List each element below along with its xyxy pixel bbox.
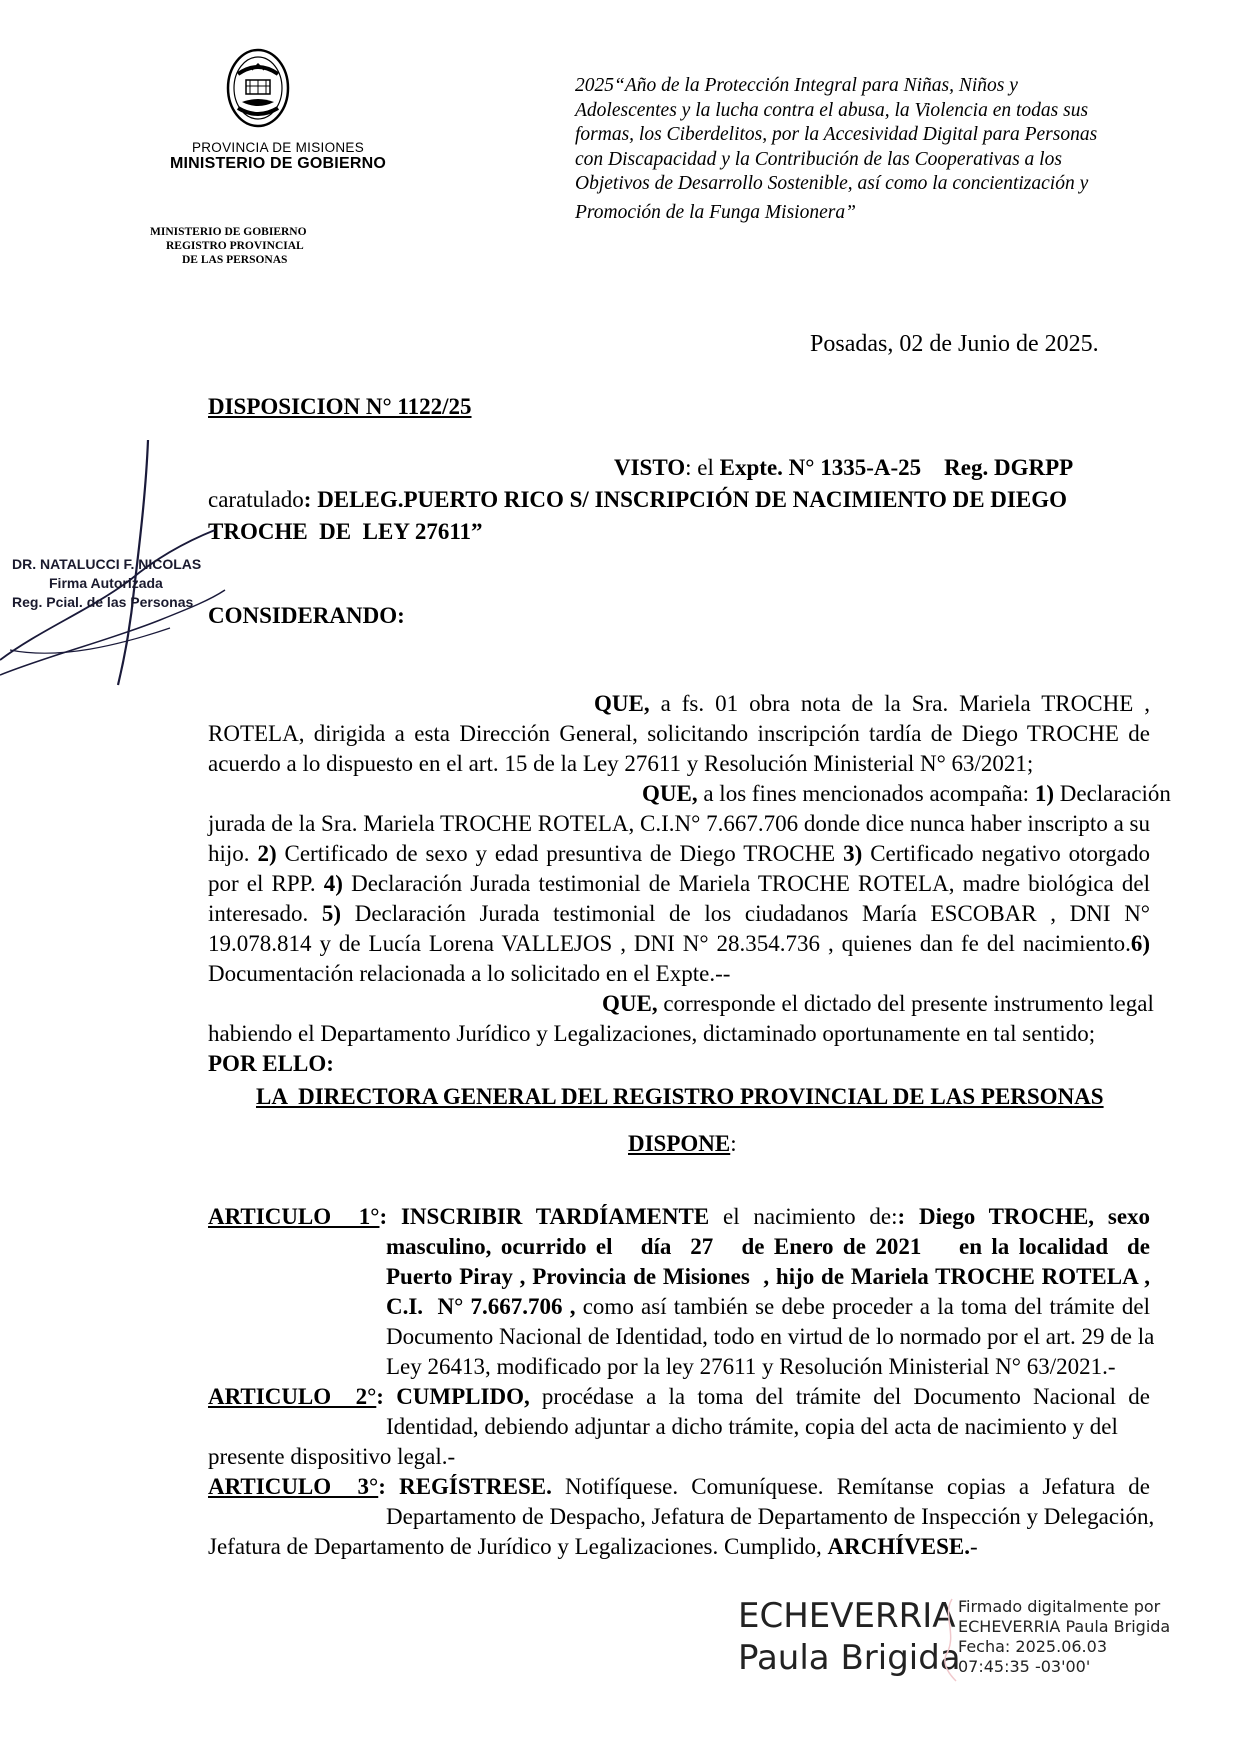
art1-line-5: Documento Nacional de Identidad, todo en virtud de lo normado por el art. 29 de la <box>386 1324 1155 1349</box>
que2-line-6 <box>208 930 1150 958</box>
motto-line: formas, los Ciberdelitos, por la Accesividad Digital para Personas <box>575 124 1098 145</box>
motto-line: 2025“Año de la Protección Integral para Niñas, Niños y <box>575 75 1018 96</box>
visto-label: VISTO <box>614 455 686 480</box>
reg-dgrpp: Reg. DGRPP <box>944 455 1074 480</box>
provincial-seal-logo <box>216 46 300 130</box>
art2-line-3: presente dispositivo legal.- <box>208 1444 456 1469</box>
department-block <box>150 225 376 267</box>
item-number: 3) <box>843 841 863 866</box>
stamp-line: DR. NATALUCCI F. NICOLAS <box>12 556 202 572</box>
article-colon: : <box>379 1204 388 1229</box>
que2-text: interesado. <box>208 901 322 926</box>
que-label: QUE, <box>642 781 698 806</box>
stamp-line: Firma Autorizada <box>49 575 163 591</box>
que2-line-4 <box>208 870 1150 898</box>
motto-line: Adolescentes y la lucha contra el abusa, la Violencia en todas sus <box>575 99 1089 121</box>
art1-line-1 <box>208 1203 1150 1231</box>
dispone-colon: : <box>730 1131 737 1156</box>
visto-text: : el <box>685 455 720 480</box>
art3-text: - <box>970 1534 978 1559</box>
art1-text-bold: : Diego TROCHE, sexo <box>897 1204 1151 1229</box>
art3-line-1 <box>208 1473 1150 1501</box>
article-colon: : <box>378 1474 386 1499</box>
art1-ci: C.I. N° 7.667.706 , <box>386 1294 576 1319</box>
que2-text: Declaración <box>1054 781 1171 806</box>
ministry-name: MINISTERIO DE GOBIERNO <box>170 155 386 172</box>
motto-line: Objetivos de Desarrollo Sostenible, así como la concientización y <box>575 173 1089 194</box>
item-number: 5) <box>321 901 342 926</box>
signature-info-line: ECHEVERRIA Paula Brigida <box>958 1617 1171 1636</box>
que2-text: Declaración Jurada testimonial de los ciudadanos María ESCOBAR , DNI N° <box>341 901 1151 926</box>
art2-text: procédase a la toma del trámite del Documento Nacional de <box>529 1384 1150 1409</box>
caratulado-label: caratulado <box>208 487 304 512</box>
que2-text: Certificado negativo otorgado <box>862 841 1150 866</box>
caratula-text: : DELEG.PUERTO RICO S/ INSCRIPCIÓN DE NACIMIENTO DE DIEGO <box>303 487 1067 512</box>
que3-text: corresponde el dictado del presente instrumento legal <box>657 991 1154 1016</box>
art1-text: el nacimiento de: <box>709 1204 898 1229</box>
que1-line-3: acuerdo a lo dispuesto en el art. 15 de la Ley 27611 y Resolución Ministerial N° 63/2021; <box>208 751 1034 776</box>
que2-line-7: Documentación relacionada a lo solicitado en el Expte.-- <box>208 961 731 986</box>
que1-line-2: ROTELA, dirigida a esta Dirección General, solicitando inscripción tardía de Diego TROCHE de <box>208 721 1150 746</box>
art2-line-1 <box>208 1383 1150 1411</box>
department-line: MINISTERIO DE GOBIERNO <box>150 226 307 238</box>
article-label: ARTICULO 2° <box>208 1384 377 1409</box>
signature-info-line: Fecha: 2025.06.03 <box>958 1637 1107 1656</box>
que2-line-1 <box>642 780 1171 808</box>
que2-line-3 <box>208 840 1150 868</box>
que2-line-2: jurada de la Sra. Mariela TROCHE ROTELA, C.I.N° 7.667.706 donde dice nunca haber inscripto a su <box>208 811 1150 836</box>
department-line: DE LAS PERSONAS <box>182 254 288 266</box>
province-name: PROVINCIA DE MISIONES <box>191 140 365 155</box>
visto-line <box>614 454 1073 482</box>
year-motto <box>575 74 1135 225</box>
dispone-line <box>628 1130 737 1158</box>
art2-line-2: Identidad, debiendo adjuntar a dicho trámite, copia del acta de nacimiento y del <box>386 1414 1118 1439</box>
disposition-title: DISPOSICION N° 1122/25 <box>208 394 472 419</box>
signature-info-line: Firmado digitalmente por <box>958 1597 1161 1616</box>
que2-line-5 <box>208 900 1150 928</box>
item-number: 2) <box>257 841 277 866</box>
directora-heading: LA DIRECTORA GENERAL DEL REGISTRO PROVINCIAL DE LAS PERSONAS <box>256 1084 1104 1109</box>
que-label: QUE, <box>602 991 658 1016</box>
date-line: Posadas, 02 de Junio de 2025. <box>810 331 1099 357</box>
art1-line-2: masculino, ocurrido el día 27 de Enero de 2021 en la localidad de <box>386 1234 1150 1259</box>
department-line: REGISTRO PROVINCIAL <box>166 240 304 252</box>
motto-line: con Discapacidad y la Contribución de las Cooperativas a los <box>575 148 1062 170</box>
art3-line-3 <box>208 1533 978 1561</box>
article-colon: : <box>376 1384 384 1409</box>
art1-text: como así también se debe proceder a la toma del trámite del <box>575 1294 1150 1319</box>
que2-text: por el RPP. <box>208 871 324 896</box>
item-number: 1) <box>1034 781 1054 806</box>
art3-text: Jefatura de Departamento de Jurídico y Legalizaciones. Cumplido, <box>208 1534 828 1559</box>
caratula-line-2: TROCHE DE LEY 27611” <box>208 519 483 544</box>
visto-gap <box>921 455 944 480</box>
item-number: 4) <box>323 871 343 896</box>
que2-text: Declaración Jurada testimonial de Mariela TROCHE ROTELA, madre biológica del <box>342 871 1150 896</box>
art1-line-3: Puerto Piray , Provincia de Misiones , hijo de Mariela TROCHE ROTELA , <box>386 1264 1150 1289</box>
que2-text: 19.078.814 y de Lucía Lorena VALLEJOS , DNI N° 28.354.736 , quienes dan fe del nacimiento. <box>208 931 1131 956</box>
que2-text: hijo. <box>208 841 258 866</box>
article-label: ARTICULO 3° <box>208 1474 379 1499</box>
que3-line-1 <box>602 990 1154 1018</box>
article-label: ARTICULO 1° <box>208 1204 380 1229</box>
considerando-heading: CONSIDERANDO: <box>208 603 405 628</box>
art1-line-6: Ley 26413, modificado por la ley 27611 y Resolución Ministerial N° 63/2021.- <box>386 1354 1116 1379</box>
signature-info-line: 07:45:35 -03'00' <box>958 1657 1091 1676</box>
motto-line: Promoción de la Funga Misionera” <box>575 201 856 223</box>
expte-number: Expte. N° 1335-A-25 <box>719 455 922 480</box>
art1-action: INSCRIBIR TARDÍAMENTE <box>400 1204 710 1229</box>
que-label: QUE, <box>594 691 650 716</box>
art3-archivese: ARCHÍVESE. <box>827 1534 971 1559</box>
art3-text: Notifíquese. Comuníquese. Remítanse copias a Jefatura de <box>551 1474 1151 1499</box>
signature-name-line: Paula Brigida <box>738 1638 961 1678</box>
item-number: 6) <box>1130 931 1150 956</box>
digital-signature-info <box>958 1597 1170 1677</box>
que2-text: Certificado de sexo y edad presuntiva de Diego TROCHE <box>276 841 844 866</box>
art2-action: CUMPLIDO, <box>396 1384 530 1409</box>
dispone-heading: DISPONE <box>628 1131 731 1156</box>
signature-name-line: ECHEVERRIA <box>738 1596 956 1636</box>
digital-signature-name <box>738 1595 961 1679</box>
art3-line-2: Departamento de Despacho, Jefatura de Departamento de Inspección y Delegación, <box>386 1504 1155 1529</box>
art1-line-4 <box>386 1293 1150 1321</box>
caratula-line <box>208 486 1067 514</box>
que3-line-2: habiendo el Departamento Jurídico y Legalizaciones, dictaminado oportunamente en tal sentido; <box>208 1021 1096 1046</box>
art3-action: REGÍSTRESE. <box>399 1474 552 1499</box>
que2-text: a los fines mencionados acompaña: <box>697 781 1035 806</box>
que1-line-1 <box>594 690 1150 718</box>
que1-text: a fs. 01 obra nota de la Sra. Mariela TROCHE , <box>649 691 1150 716</box>
por-ello-heading: POR ELLO: <box>208 1051 334 1076</box>
authorized-signature-stamp <box>12 555 201 612</box>
stamp-line: Reg. Pcial. de las Personas <box>12 594 194 610</box>
